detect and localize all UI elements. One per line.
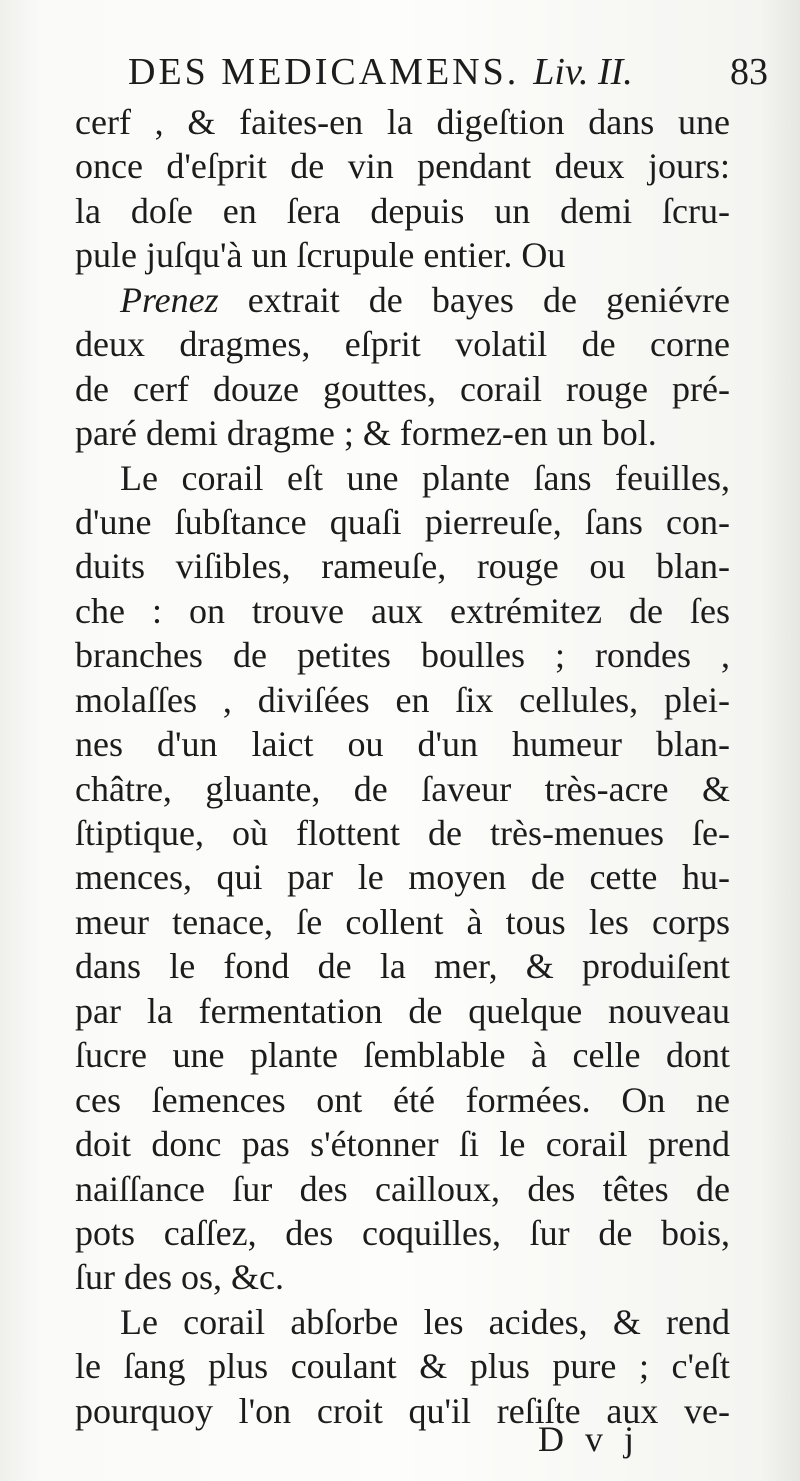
text-line: meur tenace, ſe collent à tous les corps [75,901,730,942]
text-line-prenez [75,278,730,322]
text-line: doit donc pas s'étonner ſi le corail prend [75,1124,730,1165]
text-line: naiſſance ſur des cailloux, des têtes de [75,1168,730,1209]
text-line: once d'eſprit de vin pendant deux jours: [75,146,730,187]
prenez-word: Prenez [120,279,219,320]
text-line: deux dragmes, eſprit volatil de corne [75,324,730,365]
running-title: DES MEDICAMENS. [128,51,520,93]
text-line: cerf , & faites-en la digeſtion dans une [75,102,730,142]
text-line: dans le fond de la mer, & produiſent [75,946,730,987]
text-line: ſtiptique, où flottent de très-menues ſe- [75,813,730,853]
text-line: ſucre une plante ſemblable à celle dont [75,1035,730,1076]
text-line: par la fermentation de quelque nouveau [75,990,730,1031]
text-line: nes d'un laict ou d'un humeur blan- [75,724,730,765]
text-line: le ſang plus coulant & plus pure ; c'eſt [75,1346,730,1387]
text-line: pots caſſez, des coquilles, ſur de bois, [75,1212,730,1253]
text-line: châtre, gluante, de ſaveur très-acre & [75,768,730,809]
text-line: molaſſes , diviſées en ſix cellules, plei- [75,679,730,720]
text-line: de cerf douze gouttes, corail rouge pré- [75,368,730,409]
text-line: paré demi dragme ; & formez-en un bol. [75,413,657,454]
text-line: la doſe en ſera depuis un demi ſcru- [75,190,730,231]
body-text [75,100,730,1433]
signature-mark: D v j [538,1419,640,1459]
text-line: ces ſemences ont été formées. On ne [75,1079,730,1120]
text-line: d'une ſubſtance quaſi pierreuſe, ſans con- [75,501,730,542]
text-line: branches de petites boulles ; rondes , [75,635,730,676]
text-line: ſur des os, &c. [75,1257,284,1298]
text-line-rest: extrait de bayes de geniévre [247,279,730,320]
text-line: che : on trouve aux extrémitez de ſes [75,590,730,631]
text-line: Le corail eſt une plante ſans feuilles, [120,457,730,498]
book-reference: Liv. II. [533,51,633,93]
text-line: duits viſibles, rameuſe, rouge ou blan- [75,546,730,587]
text-line: pule juſqu'à un ſcrupule entier. Ou [75,235,566,276]
running-header [128,50,768,100]
text-line: Le corail abſorbe les acides, & rend [120,1301,730,1342]
text-line: pourquoy l'on croit qu'il reſiſte aux ve- [75,1390,730,1431]
page-number: 83 [730,51,768,93]
text-line: mences, qui par le moyen de cette hu- [75,857,730,898]
